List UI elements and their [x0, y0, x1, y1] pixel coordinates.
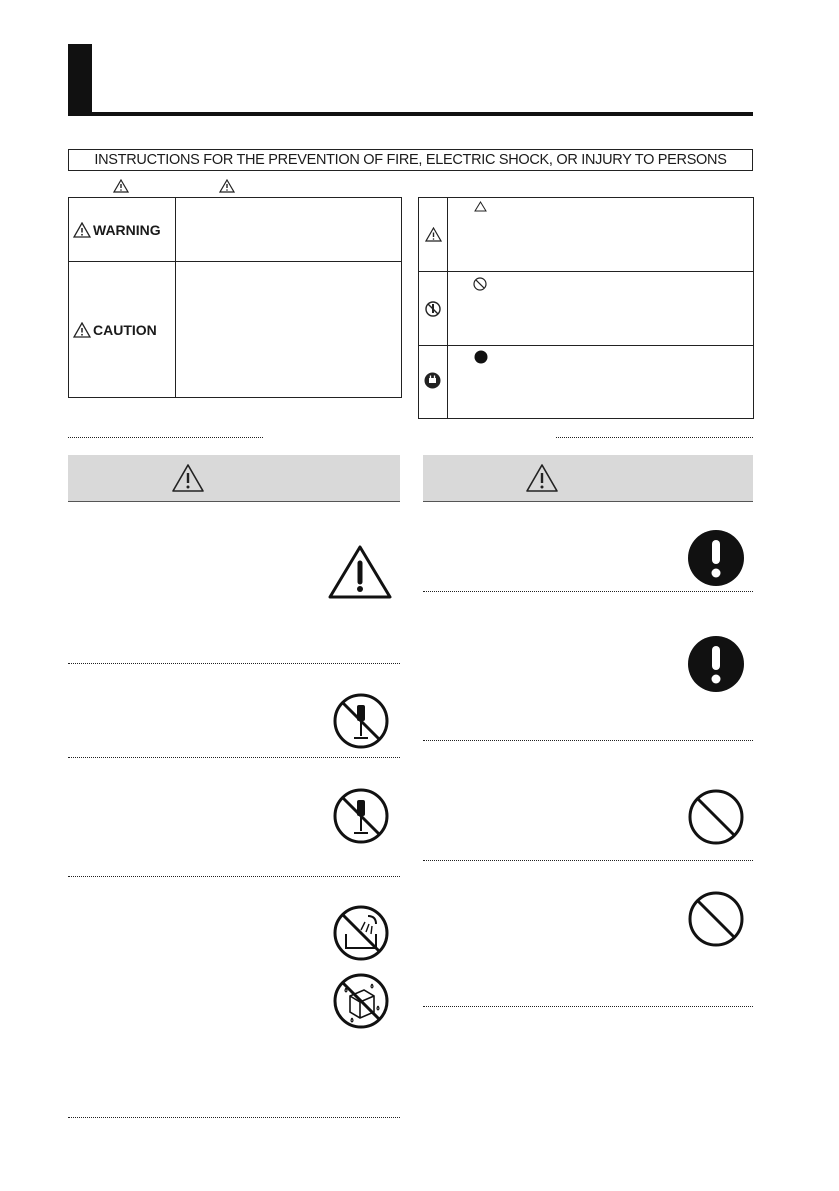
warning-triangle-icon — [73, 222, 91, 238]
right-divider-1 — [423, 591, 753, 592]
section-marker-block — [68, 44, 92, 116]
small-warning-triangle-icon — [113, 179, 129, 193]
left-divider-2 — [68, 757, 400, 758]
caution-triangle-icon — [73, 322, 91, 338]
symbol-table — [418, 197, 754, 419]
caution-label-cell — [73, 320, 173, 340]
table-divider-vertical — [175, 198, 176, 397]
prohibited-icon-2 — [687, 890, 745, 948]
alert-level-table — [68, 197, 402, 398]
alert-triangle-icon — [425, 227, 442, 242]
section-rule — [68, 112, 753, 116]
warning-header-triangle-icon — [171, 463, 205, 493]
no-disassemble-icon-large-2 — [332, 787, 390, 845]
prohibited-circle-icon — [473, 277, 487, 291]
right-dotted-rule-short — [556, 437, 753, 438]
unplug-icon — [424, 372, 441, 389]
mandatory-action-icon-1 — [687, 529, 745, 587]
warning-label: WARNING — [93, 222, 161, 238]
symbol-divider-vertical — [447, 198, 448, 418]
warning-header-triangle-icon-right — [525, 463, 559, 493]
left-divider-4 — [68, 1117, 400, 1118]
filled-circle-icon — [474, 350, 488, 364]
left-divider-1 — [68, 663, 400, 664]
right-divider-3 — [423, 860, 753, 861]
left-divider-3 — [68, 876, 400, 877]
right-divider-4 — [423, 1006, 753, 1007]
large-warning-triangle-icon — [327, 544, 393, 600]
right-warning-header — [423, 455, 753, 502]
no-disassemble-icon — [425, 301, 441, 317]
instructions-banner: INSTRUCTIONS FOR THE PREVENTION OF FIRE, ELECTRIC SHOCK, OR INJURY TO PERSONS — [68, 149, 753, 171]
mandatory-action-icon-2 — [687, 635, 745, 693]
left-warning-header — [68, 455, 400, 502]
no-moisture-icon — [332, 972, 390, 1030]
caution-label: CAUTION — [93, 322, 157, 338]
small-triangle-icon — [474, 201, 487, 212]
right-divider-2 — [423, 740, 753, 741]
small-caution-triangle-icon — [219, 179, 235, 193]
prohibited-icon-1 — [687, 788, 745, 846]
warning-label-cell — [73, 220, 173, 240]
symbol-divider-2 — [419, 345, 753, 346]
symbol-divider-1 — [419, 271, 753, 272]
table-divider-horizontal — [69, 261, 401, 262]
left-dotted-rule-short — [68, 437, 263, 438]
no-disassemble-icon-large-1 — [332, 692, 390, 750]
no-water-shower-icon — [332, 904, 390, 962]
